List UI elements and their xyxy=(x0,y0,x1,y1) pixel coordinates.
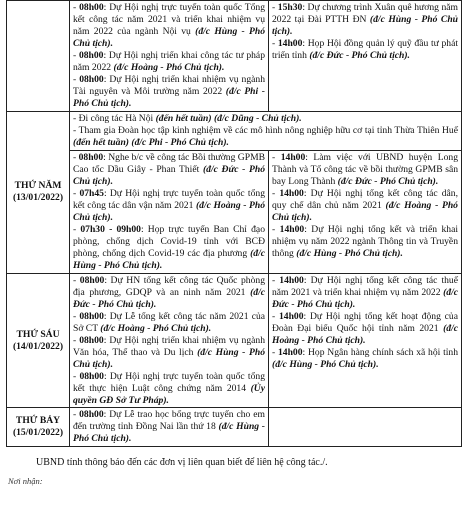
item-official: (đ/c Hoàng - Phó Chủ tịch). xyxy=(272,322,458,346)
item-text: - Đi công tác Hà Nội xyxy=(73,112,156,124)
item-official: (Ủy quyền GĐ Sở Tư Pháp). xyxy=(73,382,265,406)
item-time: 08h00 xyxy=(79,409,104,421)
item-official: (đ/c Hùng - Phó Chủ tịch). xyxy=(73,25,265,49)
item-official: (đ/c Hùng - Phó Chủ tịch). xyxy=(73,421,265,445)
afternoon-cell xyxy=(269,150,462,273)
item-official: (đ/c Hùng - Phó Chủ tịch). xyxy=(272,358,379,370)
item-official: (đ/c Hoàng - Phó Chủ tịch). xyxy=(272,199,458,223)
item-time: 08h00 xyxy=(79,2,104,13)
item-text: : Dự Lễ trao học bổng trực tuyến cho em đến trường tỉnh Đồng Nai lần thứ 18 xyxy=(73,409,265,433)
schedule-table xyxy=(6,0,462,447)
item-text: : Dự HN tổng kết công tác Quốc phòng địa phương, GDQP và an ninh năm 2021 xyxy=(73,274,265,298)
schedule-row xyxy=(7,1,462,112)
schedule-item: - 08h00: Dự Hội nghị triển khai nhiệm vụ ngành Văn hóa, Thể thao và Du lịch (đ/c Hùng - Phó Chủ tịch). xyxy=(73,334,266,370)
day-cell xyxy=(7,111,70,273)
item-time: 07h45 xyxy=(79,187,104,199)
schedule-item: - 14h00: Dự Hội nghị tổng kết và triển khai nhiệm vụ năm 2022 ngành Thông tin và Truyền thông (đ/c Hùng - Phó Chủ tịch). xyxy=(272,223,459,259)
day-date: (14/01/2022) xyxy=(12,340,64,352)
full-day-cell xyxy=(70,111,462,150)
item-official: (đ/c Đức - Phó Chủ tịch). xyxy=(73,286,265,310)
day-date: (13/01/2022) xyxy=(12,192,64,204)
item-time: 08h00 xyxy=(79,73,104,85)
item-text: : Họp trực tuyến Ban Chỉ đạo phòng, chống dịch Covid-19 tỉnh với BCĐ phòng, chống dịch Covid-19 các địa phương xyxy=(73,223,265,259)
item-official: (đ/c Hoàng - Phó Chủ tịch). xyxy=(73,199,265,223)
item-official: (đ/c Phi - Phó Chủ tịch). xyxy=(73,85,265,109)
schedule-item: - 14h00: Họp Ngân hàng chính sách xã hội tỉnh (đ/c Hùng - Phó Chủ tịch). xyxy=(272,346,459,370)
item-official: (đ/c Hùng - Phó Chủ tịch). xyxy=(272,13,458,37)
item-time: 08h00 xyxy=(79,370,104,382)
schedule-item: - 07h45: Dự Hội nghị trực tuyến toàn quốc tổng kết công tác dân vận năm 2021 (đ/c Hoàng - Phó Chủ tịch). xyxy=(73,187,265,223)
item-time: 14h00 xyxy=(277,346,303,358)
schedule-row xyxy=(7,273,462,408)
item-time: 14h00 xyxy=(279,187,304,199)
item-text: : Dự Hội nghị tổng kết công tác thuế năm 2021 và triển khai nhiệm vụ năm 2022 xyxy=(272,274,458,298)
afternoon-cell xyxy=(269,273,462,408)
schedule-item xyxy=(73,125,458,149)
schedule-item: - 08h00: Dự Hội nghị trực tuyến toàn quốc Tổng kết công tác năm 2021 và triển khai nhiệm vụ năm 2022 của ngành Nội vụ (đ/c Hùng - Phó Chủ tịch). xyxy=(73,2,265,49)
schedule-row xyxy=(7,111,462,150)
item-time: 07h30 - 09h00 xyxy=(80,223,141,235)
item-text: : Dự Hội nghị triển khai nhiệm vụ ngành Văn hóa, Thể thao và Du lịch xyxy=(73,334,265,358)
schedule-item: - 08h00: Dự Lễ tổng kết công tác năm 2021 của Sở CT (đ/c Hoàng - Phó Chủ tịch). xyxy=(73,310,266,334)
recipients-label: Nơi nhận: xyxy=(8,475,43,486)
morning-cell xyxy=(70,408,269,447)
item-text: : Dự Hội nghị trực tuyến toàn quốc tổng kết công tác dân vận năm 2021 xyxy=(73,187,265,211)
day-cell xyxy=(7,408,70,447)
schedule-item xyxy=(73,113,458,125)
schedule-item: - 08h00: Dự Hội nghị trực tuyến toàn quốc tổng kết thực hiện Luật công chứng năm 2014 (Ủy quyền GĐ Sở Tư Pháp). xyxy=(73,370,265,406)
schedule-item: - 08h00: Dự HN tổng kết công tác Quốc phòng địa phương, GDQP và an ninh năm 2021 (đ/c Đức - Phó Chủ tịch). xyxy=(73,274,265,310)
item-time: 14h00 xyxy=(277,37,303,49)
item-official: (đ/c Hùng - Phó Chủ tịch). xyxy=(296,247,403,259)
day-name: THỨ NĂM xyxy=(14,180,62,192)
item-time: 15h30 xyxy=(277,2,303,13)
item-official: (đ/c Dũng - Chủ tịch). xyxy=(211,112,302,124)
schedule-item: - 14h00: Họp Hội đồng quản lý quỹ đầu tư phát triển tỉnh (đ/c Đức - Phó Chủ tịch). xyxy=(272,37,458,61)
day-name: THỨ SÁU xyxy=(16,328,60,340)
schedule-item: - 08h00: Dự Hội nghị triển khai công tác tư pháp năm 2022 (đ/c Hoàng - Phó Chủ tịch). xyxy=(73,49,265,73)
item-official: (đ/c Hoàng - Phó Chủ tịch). xyxy=(100,322,212,334)
item-time: 14h00 xyxy=(279,310,304,322)
schedule-item: - 14h00: Làm việc với UBND huyện Long Thành và Tổ công tác về bồi thường GPMB sân bay Long Thành (đ/c Đức - Phó Chủ tịch). xyxy=(272,151,458,187)
item-text: : Dự Hội nghị trực tuyến toàn quốc tổng kết thực hiện Luật công chứng năm 2014 xyxy=(73,370,265,394)
day-name: THỨ BẢY xyxy=(15,415,61,427)
item-text: : Dự chương trình Xuân quê hương năm 2022 tại Đài PTTH ĐN xyxy=(272,2,459,25)
item-official: (đ/c Hoàng - Phó Chủ tịch). xyxy=(113,61,225,73)
item-official: (đ/c Đức - Phó Chủ tịch). xyxy=(309,49,410,61)
item-official: (đ/c Đức - Phó Chủ tịch). xyxy=(337,175,439,187)
morning-cell xyxy=(70,1,269,112)
schedule-row xyxy=(7,150,462,273)
item-time: 08h00 xyxy=(79,334,104,346)
item-official: (đ/c Phi - Phó Chủ tịch). xyxy=(128,136,229,148)
schedule-item: - 15h30: Dự chương trình Xuân quê hương năm 2022 tại Đài PTTH ĐN (đ/c Hùng - Phó Chủ tịch). xyxy=(272,2,459,37)
schedule-row xyxy=(7,408,462,447)
item-time: 14h00 xyxy=(279,274,304,286)
item-time: 08h00 xyxy=(79,274,105,286)
schedule-item: - 08h00: Nghe b/c về công tác Bồi thường GPMB Cao tốc Dầu Giây - Phan Thiết (đ/c Đức - Phó Chủ tịch). xyxy=(73,151,266,187)
item-official: (đ/c Hùng - Phó Chủ tịch). xyxy=(73,346,266,370)
item-text: : Họp Ngân hàng chính sách xã hội tỉnh xyxy=(302,346,459,358)
schedule-body xyxy=(7,1,462,447)
morning-cell xyxy=(70,150,269,273)
day-cell xyxy=(7,273,70,408)
item-text: : Dự Hội nghị tổng kết và triển khai nhiệm vụ năm 2022 ngành Thông tin và Truyền thông xyxy=(272,223,459,259)
item-note: (đến hết tuần) xyxy=(73,136,129,148)
item-time: 08h00 xyxy=(78,49,104,61)
item-text: : Dự Lễ tổng kết công tác năm 2021 của Sở CT xyxy=(73,310,266,334)
closing-note: UBND tỉnh thông báo đến các đơn vị liên quan biết để liên hệ công tác./. xyxy=(36,457,328,469)
item-text: - Tham gia Đoàn học tập kinh nghiệm về các mô hình nông nghiệp hữu cơ tại tỉnh Thừa Thiên Huế xyxy=(73,124,458,136)
item-time: 08h00 xyxy=(79,310,104,322)
item-note: (đến hết tuần) xyxy=(155,112,212,124)
schedule-item: - 08h00: Dự Hội nghị triển khai nhiệm vụ ngành Tài nguyên và Môi trường năm 2022 (đ/c Phi - Phó Chủ tịch). xyxy=(73,73,265,109)
schedule-item: - 14h00: Dự Hội nghị tổng kết công tác thuế năm 2021 và triển khai nhiệm vụ năm 2022 (đ/c Đức - Phó Chủ tịch). xyxy=(272,274,458,310)
item-time: 14h00 xyxy=(280,151,306,163)
schedule-item: - 07h30 - 09h00: Họp trực tuyến Ban Chỉ đạo phòng, chống dịch Covid-19 tỉnh với BCĐ phòng, chống dịch Covid-19 các địa phương (đ/c Hùng - Phó Chủ tịch). xyxy=(73,223,265,271)
item-text: : Dự Hội nghị triển khai nhiệm vụ ngành Tài nguyên và Môi trường năm 2022 xyxy=(73,73,265,97)
schedule-item: - 14h00: Dự Hội nghị tổng kết công tác dân, quy chế dân chủ năm 2021 (đ/c Hoàng - Phó Chủ tịch). xyxy=(272,187,458,223)
afternoon-cell xyxy=(269,408,462,447)
item-text: : Dự Hội nghị tổng kết công tác dân, quy chế dân chủ năm 2021 xyxy=(272,187,458,211)
item-text: : Họp Hội đồng quản lý quỹ đầu tư phát triển tỉnh xyxy=(272,37,458,61)
day-cell xyxy=(7,1,70,112)
item-official: (đ/c Đức - Phó Chủ tịch). xyxy=(272,286,458,310)
item-text: : Dự Hội nghị tổng kết hoạt động của Đoàn Đại biểu Quốc hội tỉnh năm 2021 xyxy=(272,310,458,334)
item-official: (đ/c Đức - Phó Chủ tịch). xyxy=(73,163,265,187)
item-time: 08h00 xyxy=(78,151,104,163)
item-official: (đ/c Hùng - Phó Chủ tịch). xyxy=(73,247,265,271)
item-text: : Nghe b/c về công tác Bồi thường GPMB Cao tốc Dầu Giây - Phan Thiết xyxy=(73,151,266,175)
item-text: : Làm việc với UBND huyện Long Thành và Tổ công tác về bồi thường GPMB sân bay Long Thành xyxy=(272,151,458,187)
day-date: (15/01/2022) xyxy=(12,427,64,439)
morning-cell xyxy=(70,273,269,408)
afternoon-cell xyxy=(269,1,462,112)
schedule-item: - 14h00: Dự Hội nghị tổng kết hoạt động của Đoàn Đại biểu Quốc hội tỉnh năm 2021 (đ/c Hoàng - Phó Chủ tịch). xyxy=(272,310,458,346)
schedule-item: - 08h00: Dự Lễ trao học bổng trực tuyến cho em đến trường tỉnh Đồng Nai lần thứ 18 (đ/c Hùng - Phó Chủ tịch). xyxy=(73,409,265,445)
item-text: : Dự Hội nghị trực tuyến toàn quốc Tổng kết công tác năm 2021 và triển khai nhiệm vụ năm 2022 của ngành Nội vụ xyxy=(73,2,265,37)
item-time: 14h00 xyxy=(279,223,305,235)
item-text: : Dự Hội nghị triển khai công tác tư pháp năm 2022 xyxy=(73,49,265,73)
